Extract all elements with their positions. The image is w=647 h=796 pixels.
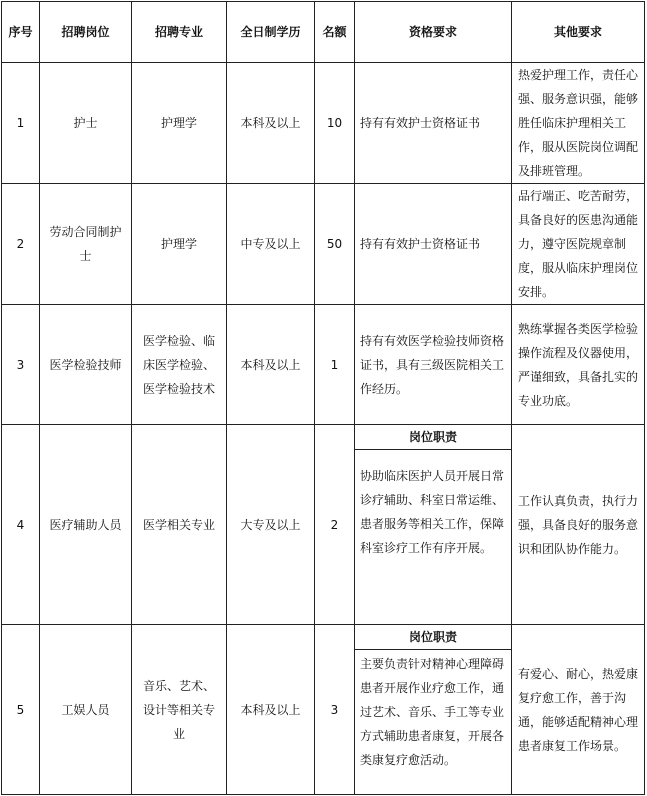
row-position: 医疗辅助人员 (40, 425, 132, 625)
row-qualification-cell (355, 625, 512, 795)
row-qualification: 持有有效医学检验技师资格证书，具有三级医院相关工作经历。 (355, 305, 512, 425)
recruitment-table (1, 1, 645, 795)
row-education: 大专及以上 (227, 425, 315, 625)
duty-title: 岗位职责 (355, 625, 511, 650)
table-row (2, 184, 645, 305)
row-major: 医学相关专业 (132, 425, 227, 625)
row-other: 工作认真负责，执行力强，具备良好的服务意识和团队协作能力。 (512, 425, 645, 625)
row-qualification: 协助临床医护人员开展日常诊疗辅助、科室日常运维、患者服务等相关工作，保障科室诊疗工作有序开展。 (360, 469, 505, 555)
table-row (2, 625, 645, 795)
table-row (2, 63, 645, 184)
row-quota: 2 (315, 425, 355, 625)
header-quota: 名额 (315, 2, 355, 63)
duty-title: 岗位职责 (355, 425, 511, 450)
row-seq: 4 (2, 425, 40, 625)
table-row (2, 425, 645, 625)
row-quota: 10 (315, 63, 355, 184)
row-position: 护士 (40, 63, 132, 184)
row-education: 本科及以上 (227, 63, 315, 184)
row-education: 中专及以上 (227, 184, 315, 305)
row-major: 护理学 (132, 63, 227, 184)
row-qualification: 持有有效护士资格证书 (355, 63, 512, 184)
row-major: 护理学 (132, 184, 227, 305)
row-quota: 1 (315, 305, 355, 425)
row-major: 音乐、艺术、设计等相关专业 (132, 625, 227, 795)
row-seq: 2 (2, 184, 40, 305)
header-education: 全日制学历 (227, 2, 315, 63)
row-other: 有爱心、耐心，热爱康复疗愈工作，善于沟通，能够适配精神心理患者康复工作场景。 (512, 625, 645, 795)
row-qualification: 持有有效护士资格证书 (355, 184, 512, 305)
header-other: 其他要求 (512, 2, 645, 63)
header-major: 招聘专业 (132, 2, 227, 63)
row-education: 本科及以上 (227, 625, 315, 795)
row-position: 工娱人员 (40, 625, 132, 795)
row-seq: 3 (2, 305, 40, 425)
row-other: 热爱护理工作，责任心强、服务意识强，能够胜任临床护理相关工作，服从医院岗位调配及排班管理。 (512, 63, 645, 184)
row-other: 品行端正、吃苦耐劳，具备良好的医患沟通能力，遵守医院规章制度，服从临床护理岗位安排。 (512, 184, 645, 305)
row-seq: 5 (2, 625, 40, 795)
header-seq: 序号 (2, 2, 40, 63)
header-row (2, 2, 645, 63)
row-position: 医学检验技师 (40, 305, 132, 425)
row-quota: 50 (315, 184, 355, 305)
row-seq: 1 (2, 63, 40, 184)
row-quota: 3 (315, 625, 355, 795)
table-row (2, 305, 645, 425)
row-other: 熟练掌握各类医学检验操作流程及仪器使用，严谨细致，具备扎实的专业功底。 (512, 305, 645, 425)
row-qualification: 主要负责针对精神心理障碍患者开展作业疗愈工作，通过艺术、音乐、手工等专业方式辅助患者康复，开展各类康复疗愈活动。 (360, 657, 505, 767)
row-education: 本科及以上 (227, 305, 315, 425)
row-qualification-cell (355, 425, 512, 625)
header-qualification: 资格要求 (355, 2, 512, 63)
row-major: 医学检验、临床医学检验、医学检验技术 (132, 305, 227, 425)
row-position: 劳动合同制护士 (40, 184, 132, 305)
header-position: 招聘岗位 (40, 2, 132, 63)
